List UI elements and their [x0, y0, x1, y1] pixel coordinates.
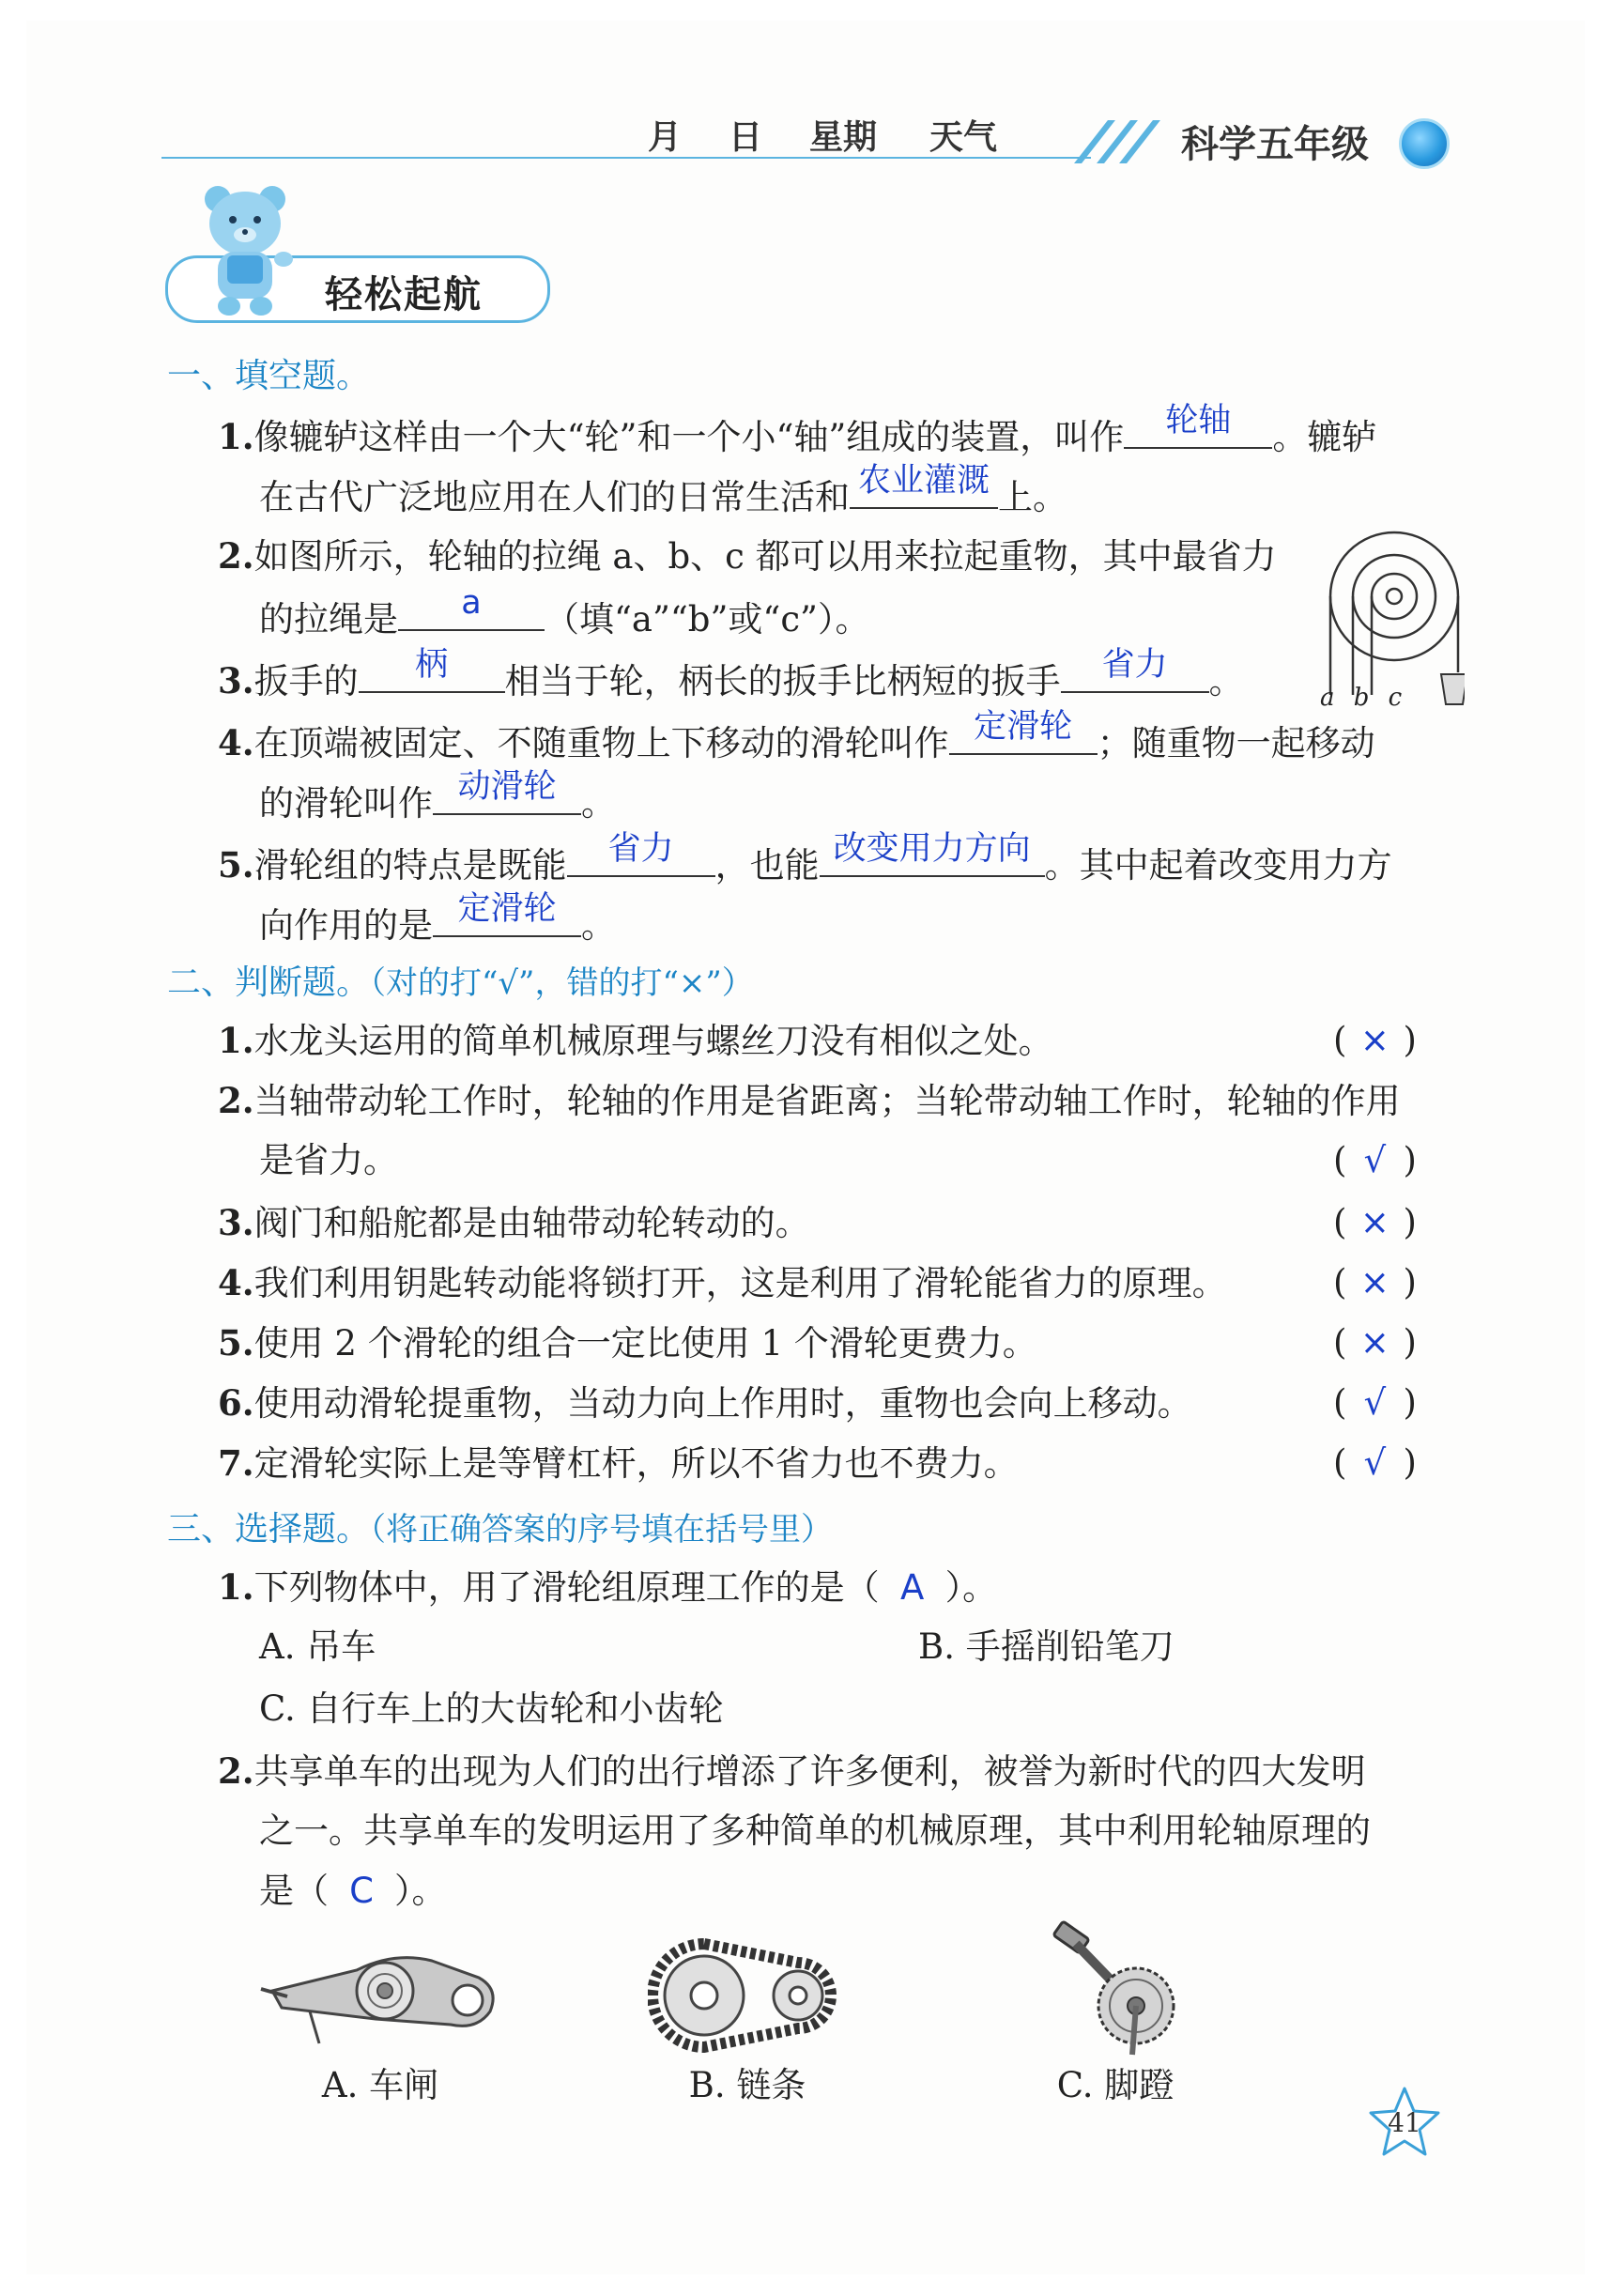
- header-weekday: 星期: [809, 117, 878, 157]
- s1-q4-text-d: 。: [581, 783, 616, 824]
- s2-item-6-num: 6.: [218, 1382, 254, 1424]
- s1-q3-text-a: 扳手的: [253, 661, 359, 701]
- s1-q4-text-c: 的滑轮叫作: [259, 783, 433, 824]
- s2-item-1-text: 水龙头运用的简单机械原理与螺丝刀没有相似之处。: [253, 1021, 1053, 1061]
- s2-item-4-text: 我们利用钥匙转动能将锁打开，这是利用了滑轮能省力的原理。: [253, 1263, 1227, 1303]
- s2-item-3: [218, 1200, 810, 1246]
- s2-item-6-answer: √: [1363, 1382, 1387, 1423]
- s3-q1-option-a: A. 吊车: [259, 1626, 376, 1667]
- s2-item-6-text: 使用动滑轮提重物，当动力向上作用时，重物也会向上移动。: [253, 1383, 1192, 1424]
- s1-q3-line: [218, 646, 1244, 704]
- s1-q3-blank-b: [1061, 646, 1209, 693]
- s2-item-2-num: 2.: [218, 1080, 254, 1121]
- s2-item-5-answer: ×: [1359, 1322, 1389, 1363]
- s1-q5-text-b: ，也能: [714, 845, 820, 886]
- bike-pedal-image: [1042, 1916, 1183, 2057]
- s1-q4-text-a: 在顶端被固定、不随重物上下移动的滑轮叫作: [253, 723, 949, 763]
- header-weather: 天气: [929, 117, 998, 157]
- s1-q1-num: 1.: [218, 416, 254, 457]
- section3-note: （将正确答案的序号填在括号里）: [370, 1511, 834, 1549]
- section3-heading-text: 三、选择题。: [167, 1510, 371, 1549]
- s1-q3-text-b: 相当于轮，柄长的扳手比柄短的扳手: [504, 661, 1061, 701]
- s1-q2-answer: a: [461, 584, 482, 622]
- section1-heading: 一、填空题。: [167, 357, 371, 395]
- s1-q5-answer-c: 定滑轮: [457, 890, 557, 928]
- s3-q1-text-a: 下列物体中，用了滑轮组原理工作的是（: [253, 1567, 880, 1608]
- s3-q1-option-c: C. 自行车上的大齿轮和小齿轮: [259, 1688, 724, 1729]
- s1-q5-answer-a: 省力: [607, 830, 674, 868]
- section2-heading-text: 二、判断题。: [167, 963, 371, 1002]
- s1-q1-text-c: 在古代广泛地应用在人们的日常生活和: [259, 477, 850, 517]
- s2-item-5-text: 使用 2 个滑轮的组合一定比使用 1 个滑轮更费力。: [253, 1323, 1037, 1364]
- header-day: 日: [729, 117, 763, 157]
- caption-brake: A. 车闸: [321, 2065, 439, 2105]
- s2-item-1-mark: ( × ): [1333, 1020, 1417, 1060]
- s1-q5-blank-b: [820, 830, 1045, 877]
- s1-q2-num: 2.: [218, 535, 254, 577]
- s1-q2-text-a: 如图所示，轮轴的拉绳 a、b、c 都可以用来拉起重物，其中最省力: [253, 536, 1277, 577]
- s3-q2-answer: C: [349, 1871, 374, 1911]
- s2-item-2-text: 当轴带动轮工作时，轮轴的作用是省距离；当轮带动轴工作时，轮轴的作用: [253, 1081, 1401, 1121]
- s1-q3-answer-a: 柄: [415, 646, 449, 684]
- bear-mascot-icon: [197, 180, 300, 321]
- bike-chain-image: [648, 1934, 845, 2057]
- section2-note: （对的打“√”，错的打“×”）: [370, 964, 754, 1002]
- s2-item-5-num: 5.: [218, 1322, 254, 1364]
- caption-pedal: C. 脚蹬: [1056, 2065, 1174, 2105]
- s3-q2-text-d: ）。: [394, 1871, 447, 1911]
- s1-q1-answer-b: 农业灌溉: [857, 462, 990, 500]
- s2-item-4-num: 4.: [218, 1262, 254, 1303]
- s2-item-2: [218, 1078, 1401, 1124]
- s1-q5-text-a: 滑轮组的特点是既能: [253, 845, 567, 886]
- s1-q4-answer-b: 动滑轮: [457, 768, 557, 806]
- s1-q5-text-e: 。: [581, 905, 616, 946]
- s1-q4-answer-a: 定滑轮: [974, 708, 1073, 746]
- s2-item-2-mark: ( √ ): [1333, 1140, 1417, 1180]
- s3-q1-text-b: ）。: [944, 1567, 998, 1608]
- caption-chain: B. 链条: [688, 2065, 806, 2105]
- s3-q2-text-c: 是（: [259, 1871, 329, 1911]
- figure-labels: a b c: [1320, 684, 1408, 712]
- bike-brake-image: [253, 1933, 507, 2055]
- s2-item-3-num: 3.: [218, 1202, 254, 1243]
- s1-q3-num: 3.: [218, 660, 254, 701]
- s1-q4-blank-a: [949, 708, 1098, 755]
- s1-q2-line1: [218, 533, 1277, 579]
- s3-q2-line3: [259, 1869, 447, 1914]
- s1-q1-text-b: 。辘轳: [1272, 417, 1377, 457]
- s2-item-6-mark: ( √ ): [1333, 1382, 1417, 1423]
- s1-q2-text-c: （填“a”“b”或“c”）。: [545, 599, 870, 639]
- s2-item-1-num: 1.: [218, 1020, 254, 1061]
- s1-q5-line1: [218, 830, 1392, 888]
- s3-q2-num: 2.: [218, 1750, 254, 1792]
- s1-q5-num: 5.: [218, 844, 254, 886]
- s3-q2-text-a: 共享单车的出现为人们的出行增添了许多便利，被誉为新时代的四大发明: [253, 1751, 1366, 1792]
- s2-item-7-answer: √: [1363, 1442, 1387, 1483]
- s1-q1-line2: [259, 462, 1067, 520]
- s2-item-5: [218, 1320, 1037, 1366]
- s1-q5-blank-a: [567, 830, 715, 877]
- s1-q4-line2: [259, 768, 616, 826]
- s2-item-6: [218, 1380, 1192, 1426]
- s1-q3-answer-b: 省力: [1101, 646, 1168, 684]
- s1-q2-text-b: 的拉绳是: [259, 599, 398, 639]
- s2-item-2-text2: 是省力。: [259, 1140, 398, 1180]
- s1-q4-text-b: ；随重物一起移动: [1097, 723, 1375, 763]
- s1-q4-blank-b: [433, 768, 581, 815]
- s1-q3-blank-a: [359, 646, 505, 693]
- s2-item-7-text: 定滑轮实际上是等臂杠杆，所以不省力也不费力。: [253, 1443, 1019, 1484]
- s2-item-1-answer: ×: [1359, 1020, 1389, 1060]
- s1-q5-text-d: 向作用的是: [259, 905, 433, 946]
- s2-item-3-answer: ×: [1359, 1202, 1389, 1242]
- s2-item-5-mark: ( × ): [1333, 1322, 1417, 1363]
- s3-q1-option-b: B. 手摇削铅笔刀: [918, 1626, 1174, 1667]
- s1-q1-text-d: 上。: [998, 477, 1067, 517]
- s1-q5-answer-b: 改变用力方向: [833, 830, 1031, 868]
- s1-q1-line1: [218, 402, 1377, 460]
- s2-item-3-text: 阀门和船舵都是由轴带动轮转动的。: [253, 1203, 810, 1243]
- s2-item-4-mark: ( × ): [1333, 1262, 1417, 1302]
- s1-q4-num: 4.: [218, 722, 254, 763]
- s1-q1-answer-a: 轮轴: [1165, 402, 1232, 439]
- s3-q2-line1: [218, 1749, 1366, 1795]
- s1-q5-blank-c: [433, 890, 581, 937]
- s1-q3-text-c: 。: [1208, 661, 1244, 701]
- s1-q2-blank: [398, 584, 545, 631]
- s1-q1-blank-a: [1124, 402, 1272, 449]
- s3-q1-num: 1.: [218, 1566, 254, 1608]
- s3-q2-line2: 之一。共享单车的发明运用了多种简单的机械原理，其中利用轮轴原理的: [259, 1811, 1371, 1851]
- s3-q1-line: [218, 1564, 997, 1610]
- s1-q1-blank-b: [850, 462, 998, 509]
- s1-q5-line2: [259, 890, 616, 948]
- s2-item-7: [218, 1441, 1019, 1487]
- s2-item-1: [218, 1018, 1053, 1064]
- s2-item-3-mark: ( × ): [1333, 1202, 1417, 1242]
- s1-q5-text-c: 。其中起着改变用力方: [1044, 845, 1392, 886]
- s2-item-2-answer: √: [1363, 1140, 1387, 1180]
- s2-item-4: [218, 1260, 1227, 1306]
- s2-item-2-line2: [259, 1138, 398, 1183]
- s2-item-7-mark: ( √ ): [1333, 1442, 1417, 1483]
- header-month: 月: [648, 117, 683, 157]
- s2-item-4-answer: ×: [1359, 1262, 1389, 1302]
- section2-heading: [167, 956, 754, 1004]
- section3-heading: [167, 1502, 833, 1550]
- s1-q2-line2: [259, 584, 870, 642]
- page-number: 41: [1388, 2107, 1421, 2138]
- subject-grade: 科学五年级: [1181, 123, 1369, 166]
- s2-item-7-num: 7.: [218, 1442, 254, 1484]
- s1-q1-text-a: 像辘轳这样由一个大“轮”和一个小“轴”组成的装置，叫作: [253, 417, 1125, 457]
- blue-dot-icon: [1399, 118, 1450, 169]
- s3-q1-answer: A: [899, 1567, 925, 1608]
- banner-title: 轻松起航: [325, 273, 483, 316]
- s1-q4-line1: [218, 708, 1375, 766]
